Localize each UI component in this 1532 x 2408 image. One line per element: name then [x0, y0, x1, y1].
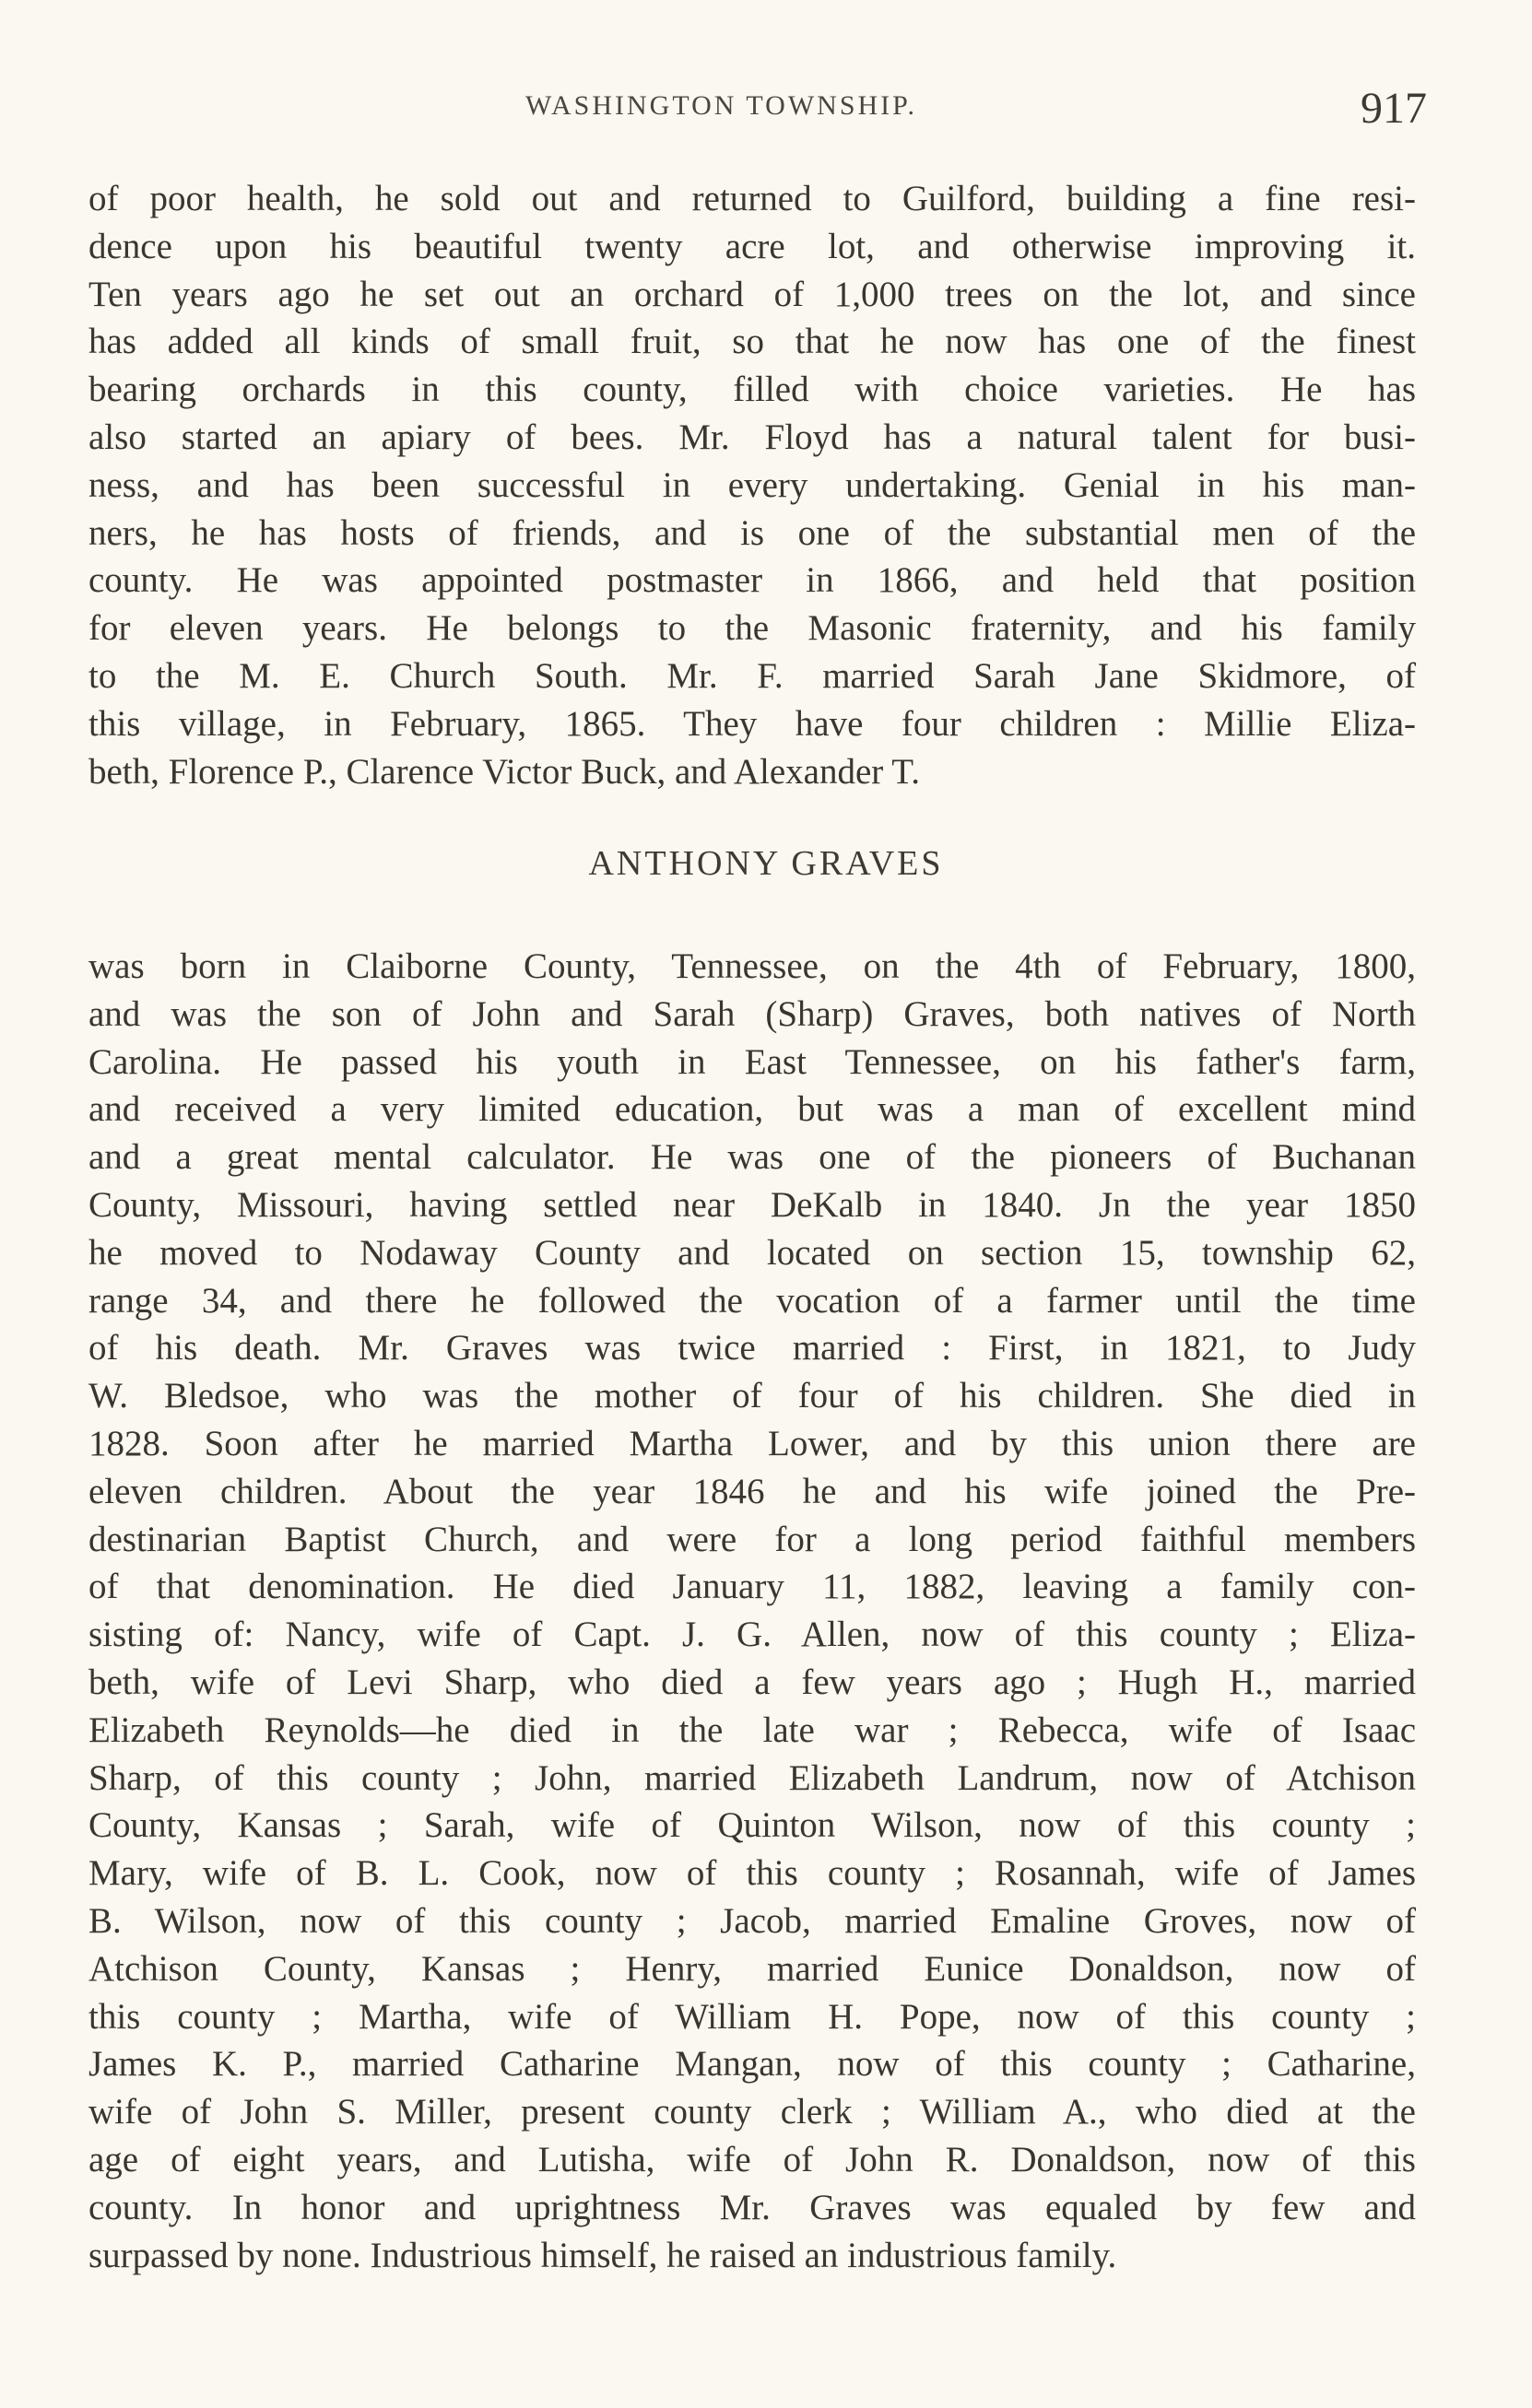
text-line: Carolina. He passed his youth in East Tennessee, on his father's farm,: [88, 1041, 1416, 1082]
page-number: 917: [1361, 84, 1427, 133]
text-line: Sharp, of this county ; John, married Elizabeth Landrum, now of Atchison: [88, 1757, 1416, 1798]
text-line: B. Wilson, now of this county ; Jacob, married Emaline Groves, now of: [88, 1900, 1416, 1941]
text-line: has added all kinds of small fruit, so that he now has one of the finest: [88, 322, 1416, 362]
text-line: destinarian Baptist Church, and were for a long period faithful members: [88, 1519, 1416, 1559]
text-line: was born in Claiborne County, Tennessee, on the 4th of February, 1800,: [88, 946, 1416, 986]
text-line: age of eight years, and Lutisha, wife of John R. Donaldson, now of this: [88, 2139, 1416, 2179]
text-line: ners, he has hosts of friends, and is one of the substantial men of the: [88, 512, 1416, 553]
text-line: Elizabeth Reynolds—he died in the late war ; Rebecca, wife of Isaac: [88, 1709, 1416, 1750]
continued-biography-text: [88, 175, 1416, 795]
text-line: wife of John S. Miller, present county clerk ; William A., who died at the: [88, 2092, 1416, 2132]
text-line: sisting of: Nancy, wife of Capt. J. G. Allen, now of this county ; Eliza-: [88, 1615, 1416, 1655]
text-line: for eleven years. He belongs to the Masonic fraternity, and his family: [88, 608, 1416, 649]
text-line: range 34, and there he followed the vocation of a farmer until the time: [88, 1280, 1416, 1321]
text-line: Ten years ago he set out an orchard of 1,000 trees on the lot, and since: [88, 274, 1416, 314]
text-line: County, Kansas ; Sarah, wife of Quinton Wilson, now of this county ;: [88, 1805, 1416, 1846]
text-line: and received a very limited education, but was a man of excellent mind: [88, 1089, 1416, 1130]
text-line: County, Missouri, having settled near DeKalb in 1840. Jn the year 1850: [88, 1184, 1416, 1225]
text-line: county. In honor and uprightness Mr. Graves was equaled by few and: [88, 2187, 1416, 2227]
running-head: WASHINGTON TOWNSHIP.: [525, 90, 918, 121]
text-line: and a great mental calculator. He was one of the pioneers of Buchanan: [88, 1137, 1416, 1178]
section-heading: ANTHONY GRAVES: [588, 844, 944, 883]
text-line: of poor health, he sold out and returned to Guilford, building a fine resi-: [88, 179, 1416, 218]
text-line: ness, and has been successful in every undertaking. Genial in his man-: [88, 464, 1416, 505]
text-line: bearing orchards in this county, filled with choice varieties. He has: [88, 370, 1416, 410]
text-line: dence upon his beautiful twenty acre lot, and otherwise improving it.: [88, 226, 1416, 266]
text-line: beth, wife of Levi Sharp, who died a few years ago ; Hugh H., married: [88, 1662, 1416, 1702]
text-line: eleven children. About the year 1846 he and his wife joined the Pre-: [88, 1471, 1416, 1511]
text-line: 1828. Soon after he married Martha Lower, and by this union there are: [88, 1423, 1416, 1463]
text-line: county. He was appointed postmaster in 1866, and held that position: [88, 560, 1416, 601]
text-line: James K. P., married Catharine Mangan, now of this county ; Catharine,: [88, 2044, 1416, 2085]
text-line: this county ; Martha, wife of William H. Pope, now of this county ;: [88, 1996, 1416, 2037]
text-line: beth, Florence P., Clarence Victor Buck, and Alexander T.: [88, 751, 920, 792]
text-line: to the M. E. Church South. Mr. F. married Sarah Jane Skidmore, of: [88, 655, 1416, 696]
anthony-graves-biography-text: [88, 943, 1416, 2279]
text-line: of that denomination. He died January 11, 1882, leaving a family con-: [88, 1567, 1416, 1607]
text-line: this village, in February, 1865. They have four children : Millie Eliza-: [88, 703, 1416, 744]
text-line: Atchison County, Kansas ; Henry, married Eunice Donaldson, now of: [88, 1948, 1416, 1989]
text-line: of his death. Mr. Graves was twice married : First, in 1821, to Judy: [88, 1328, 1416, 1368]
text-line: surpassed by none. Industrious himself, he raised an industrious family.: [88, 2235, 1117, 2275]
text-line: also started an apiary of bees. Mr. Floyd has a natural talent for busi-: [88, 417, 1416, 457]
text-line: and was the son of John and Sarah (Sharp) Graves, both natives of North: [88, 993, 1416, 1034]
text-line: Mary, wife of B. L. Cook, now of this county ; Rosannah, wife of James: [88, 1853, 1416, 1894]
text-line: he moved to Nodaway County and located on section 15, township 62,: [88, 1232, 1416, 1273]
text-line: W. Bledsoe, who was the mother of four of his children. She died in: [88, 1376, 1416, 1416]
